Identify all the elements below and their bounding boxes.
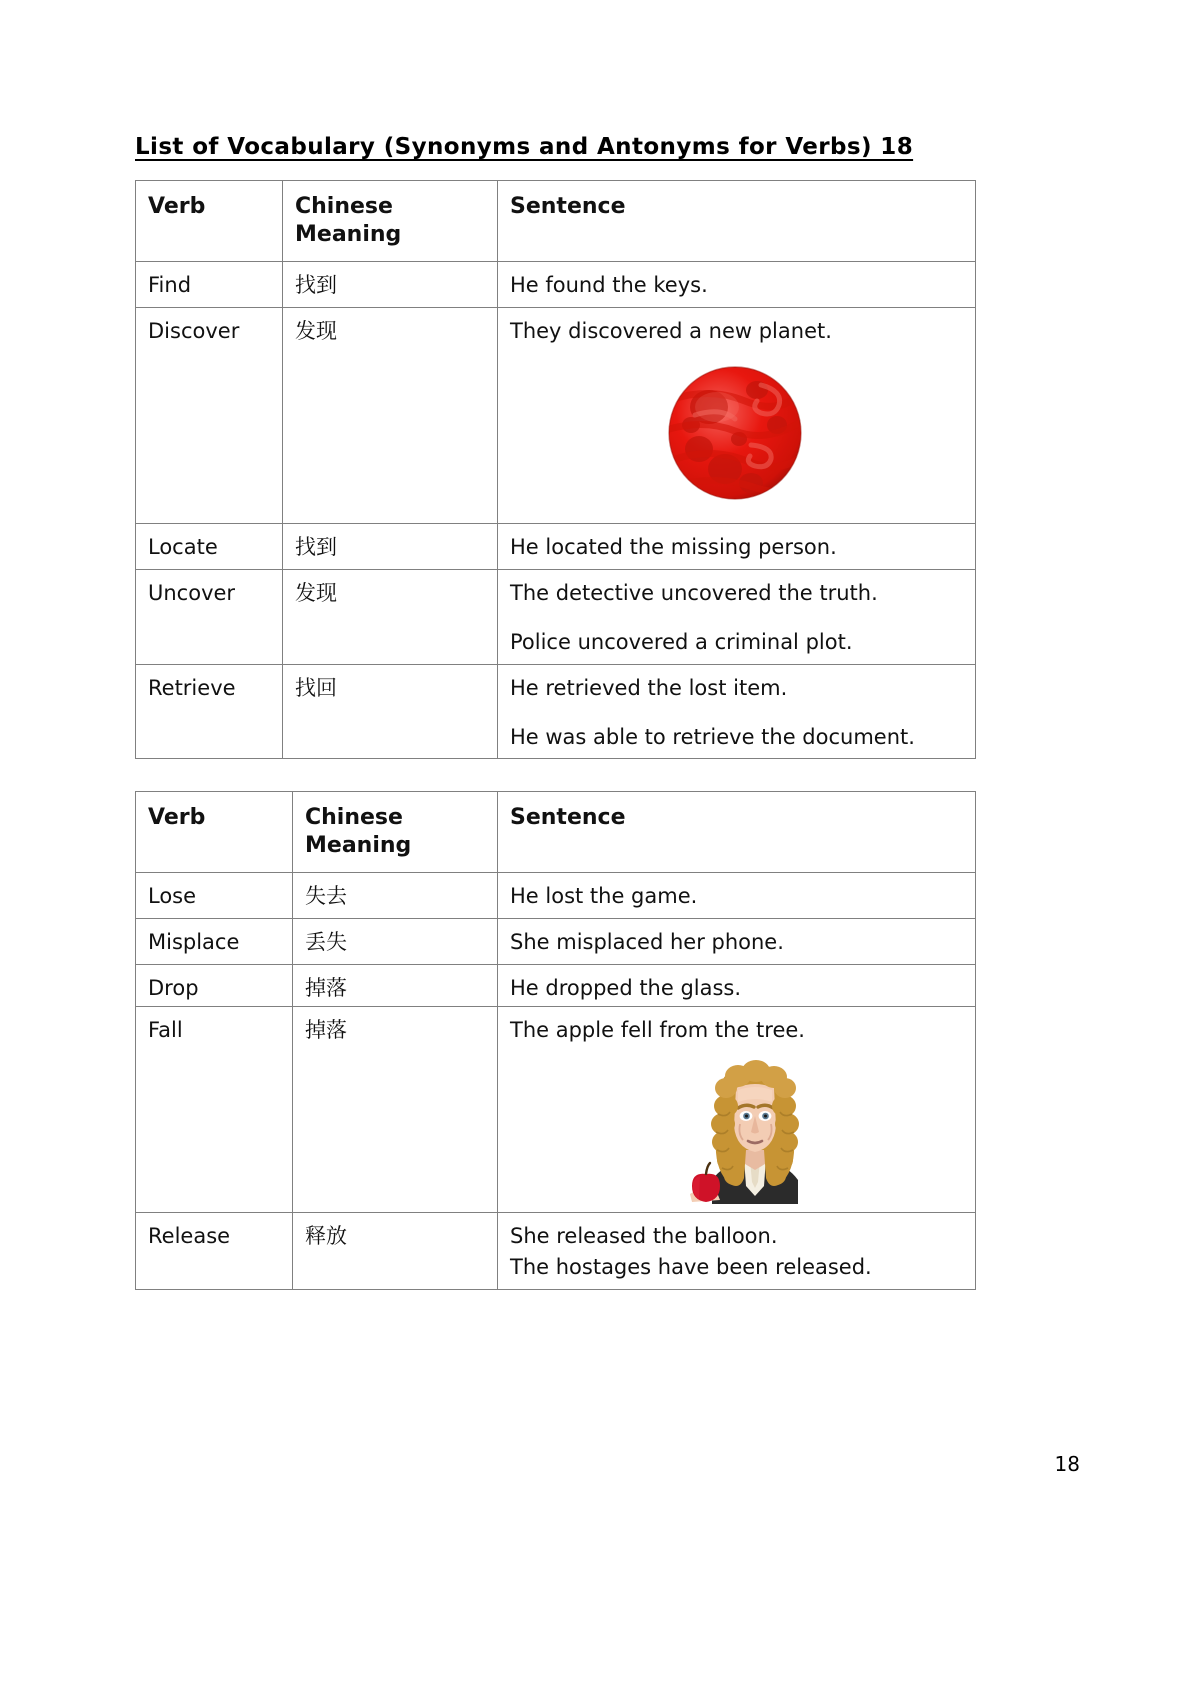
table-row <box>136 873 976 919</box>
chinese-cell: 释放 <box>293 1212 498 1289</box>
sentence-line: Police uncovered a criminal plot. <box>510 629 853 654</box>
lose-synonyms-table <box>135 791 976 1290</box>
find-synonyms-table <box>135 180 976 759</box>
sentence-cell <box>498 569 976 664</box>
verb-cell: Fall <box>136 1006 293 1212</box>
chinese-cell: 丢失 <box>293 919 498 965</box>
sentence-cell <box>498 524 976 570</box>
sentence-line: She released the balloon. <box>510 1223 778 1248</box>
chinese-cell: 失去 <box>293 873 498 919</box>
column-header-chinese: Chinese Meaning <box>293 792 498 873</box>
column-header-chinese: Chinese Meaning <box>283 181 498 262</box>
column-header-sentence: Sentence <box>498 792 976 873</box>
illustration-container <box>510 345 963 515</box>
page-number: 18 <box>1054 1452 1080 1476</box>
table-row <box>136 1212 976 1289</box>
verb-cell: Discover <box>136 308 283 524</box>
sentence-line: The apple fell from the tree. <box>510 1017 805 1042</box>
sentence-cell <box>498 873 976 919</box>
table-row <box>136 919 976 965</box>
table-row <box>136 664 976 759</box>
page-title: List of Vocabulary (Synonyms and Antonyms for Verbs) 18 <box>135 134 914 160</box>
chinese-cell: 发现 <box>283 308 498 524</box>
verb-cell: Lose <box>136 873 293 919</box>
sentence-line: He was able to retrieve the document. <box>510 724 915 749</box>
table-row <box>136 524 976 570</box>
column-header-verb: Verb <box>136 181 283 262</box>
verb-cell: Uncover <box>136 569 283 664</box>
table-row <box>136 1006 976 1212</box>
verb-cell: Release <box>136 1212 293 1289</box>
sentence-line: She misplaced her phone. <box>510 930 784 955</box>
illustration-container <box>510 1044 963 1204</box>
sentence-line: He lost the game. <box>510 884 698 909</box>
sentence-line: The detective uncovered the truth. <box>510 580 878 605</box>
sentence-cell <box>498 1006 976 1212</box>
table-row <box>136 262 976 308</box>
sentence-line: He retrieved the lost item. <box>510 675 788 700</box>
verb-cell: Drop <box>136 965 293 1007</box>
table-header-row <box>136 181 976 262</box>
red-planet-icon <box>665 363 805 503</box>
chinese-cell: 找回 <box>283 664 498 759</box>
sentence-cell <box>498 308 976 524</box>
sentence-line: He found the keys. <box>510 273 708 298</box>
sentence-line: The hostages have been released. <box>510 1254 872 1279</box>
chinese-cell: 发现 <box>283 569 498 664</box>
table-row <box>136 965 976 1007</box>
sentence-cell <box>498 1212 976 1289</box>
sentence-cell <box>498 965 976 1007</box>
table-row <box>136 569 976 664</box>
chinese-cell: 找到 <box>283 524 498 570</box>
verb-cell: Locate <box>136 524 283 570</box>
sentence-line: He dropped the glass. <box>510 976 742 1001</box>
sentence-cell <box>498 262 976 308</box>
chinese-cell: 掉落 <box>293 965 498 1007</box>
column-header-verb: Verb <box>136 792 293 873</box>
isaac-newton-apple-icon <box>660 1054 850 1204</box>
chinese-cell: 掉落 <box>293 1006 498 1212</box>
sentence-cell <box>498 664 976 759</box>
verb-cell: Find <box>136 262 283 308</box>
verb-cell: Misplace <box>136 919 293 965</box>
chinese-cell: 找到 <box>283 262 498 308</box>
verb-cell: Retrieve <box>136 664 283 759</box>
sentence-line: He located the missing person. <box>510 535 837 560</box>
table-row <box>136 308 976 524</box>
column-header-sentence: Sentence <box>498 181 976 262</box>
sentence-line: They discovered a new planet. <box>510 319 832 344</box>
table-header-row <box>136 792 976 873</box>
sentence-cell <box>498 919 976 965</box>
